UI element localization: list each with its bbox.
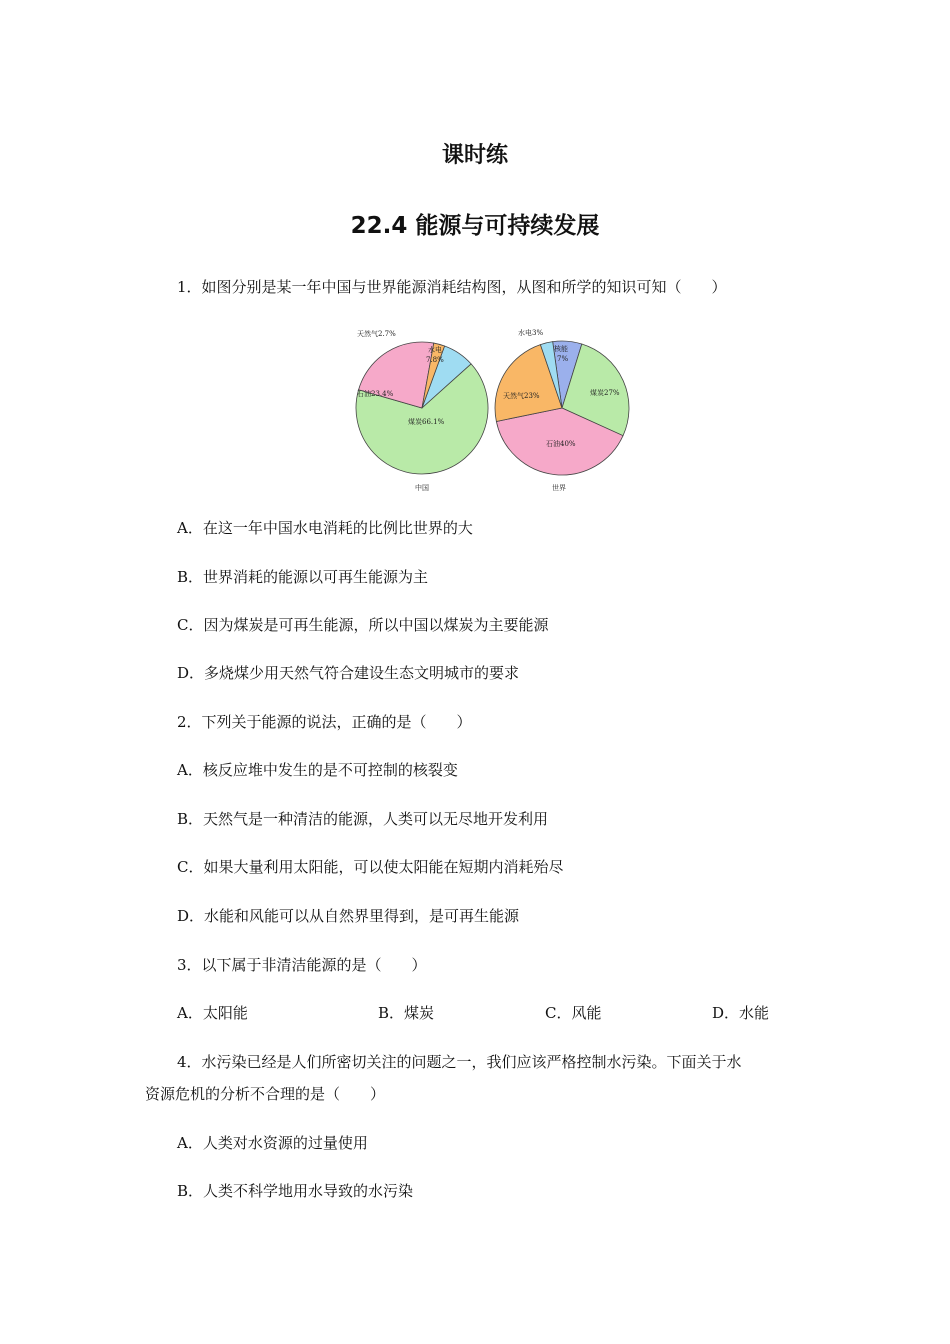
china-pie-chart <box>356 342 488 474</box>
question-4-stem-line1: 4．水污染已经是人们所密切关注的问题之一，我们应该严格控制水污染。下面关于水 <box>177 1053 742 1071</box>
world-caption: 世界 <box>552 484 566 492</box>
china-label-coal: 煤炭66.1% <box>408 418 445 426</box>
q3-option-a: A．太阳能 <box>177 1004 248 1022</box>
q2-option-a: A．核反应堆中发生的是不可控制的核裂变 <box>177 761 458 779</box>
china-caption: 中国 <box>415 484 429 492</box>
energy-pie-charts <box>350 322 640 494</box>
china-label-oil: 石油23.4% <box>357 390 394 398</box>
q3-option-b: B．煤炭 <box>378 1004 435 1022</box>
section-title: 22.4 能源与可持续发展 <box>350 213 600 239</box>
q3-option-d: D．水能 <box>712 1004 770 1022</box>
q2-option-b: B．天然气是一种清洁的能源，人类可以无尽地开发利用 <box>177 810 549 828</box>
page-title: 课时练 <box>441 143 508 168</box>
world-label-coal: 煤炭27% <box>590 389 620 397</box>
world-label-nuclear-value: 7% <box>557 355 569 363</box>
world-label-oil: 石油40% <box>546 440 576 448</box>
q1-option-d: D．多烧煤少用天然气符合建设生态文明城市的要求 <box>177 664 520 682</box>
q3-option-c: C．风能 <box>545 1004 602 1022</box>
q4-option-b: B．人类不科学地用水导致的水污染 <box>177 1182 414 1200</box>
q1-option-c: C．因为煤炭是可再生能源，所以中国以煤炭为主要能源 <box>177 616 549 634</box>
q2-option-c: C．如果大量利用太阳能，可以使太阳能在短期内消耗殆尽 <box>177 858 564 876</box>
question-1-stem: 1．如图分别是某一年中国与世界能源消耗结构图，从图和所学的知识可知（ ） <box>177 278 727 296</box>
china-label-hydro-name: 水电 <box>428 346 442 354</box>
china-label-gas: 天然气2.7% <box>357 330 396 338</box>
china-label-hydro-value: 7.8% <box>426 356 444 364</box>
q1-option-b: B．世界消耗的能源以可再生能源为主 <box>177 568 429 586</box>
world-label-nuclear-name: 核能 <box>554 345 568 353</box>
question-4-stem-line2: 资源危机的分析不合理的是（ ） <box>145 1085 386 1103</box>
world-label-gas: 天然气23% <box>503 392 540 400</box>
q2-option-d: D．水能和风能可以从自然界里得到，是可再生能源 <box>177 907 520 925</box>
question-3-stem: 3．以下属于非清洁能源的是（ ） <box>177 956 427 974</box>
world-label-hydro: 水电3% <box>518 329 544 337</box>
q1-option-a: A．在这一年中国水电消耗的比例比世界的大 <box>177 519 473 537</box>
q4-option-a: A．人类对水资源的过量使用 <box>177 1134 368 1152</box>
question-2-stem: 2．下列关于能源的说法，正确的是（ ） <box>177 713 472 731</box>
